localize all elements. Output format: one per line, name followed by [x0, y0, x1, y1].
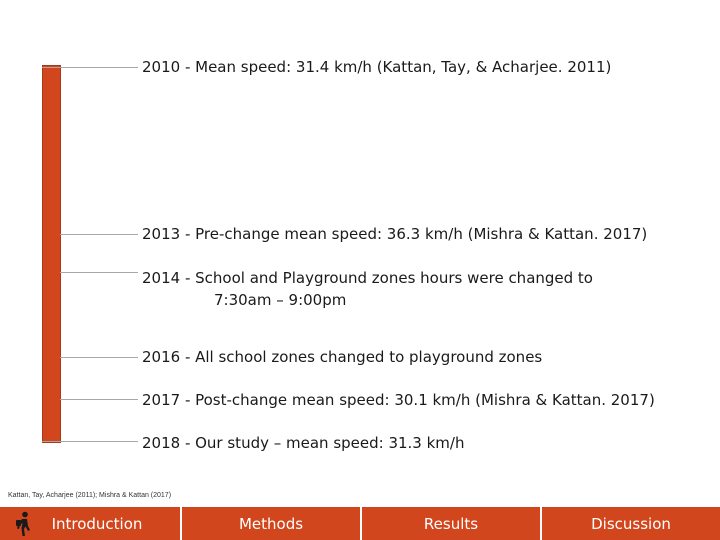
nav-discussion[interactable]	[540, 507, 720, 540]
connector-2017	[60, 399, 138, 400]
nav-introduction[interactable]	[0, 507, 180, 540]
event-2014: 2014 - School and Playground zones hours were changed to	[142, 269, 593, 287]
event-2010: 2010 - Mean speed: 31.4 km/h (Kattan, Tay, & Acharjee. 2011)	[142, 58, 612, 76]
event-2014-hours: 7:30am – 9:00pm	[214, 291, 347, 309]
nav-introduction-label: Introduction	[51, 514, 143, 533]
event-2017: 2017 - Post-change mean speed: 30.1 km/h (Mishra & Kattan. 2017)	[142, 391, 655, 409]
nav-methods[interactable]	[180, 507, 360, 540]
event-2016: 2016 - All school zones changed to playground zones	[142, 348, 543, 366]
nav-methods-label: Methods	[238, 514, 304, 533]
nav-discussion-label: Discussion	[591, 514, 671, 533]
event-2018: 2018 - Our study – mean speed: 31.3 km/h	[142, 434, 465, 452]
section-nav	[0, 507, 720, 540]
event-2013: 2013 - Pre-change mean speed: 36.3 km/h (Mishra & Kattan. 2017)	[142, 225, 648, 243]
walking-person-icon	[14, 511, 34, 537]
nav-results[interactable]	[360, 507, 540, 540]
connector-2013	[60, 234, 138, 235]
citation-text: Kattan, Tay, Acharjee (2011); Mishra & Kattan (2017)	[8, 492, 172, 499]
connector-2016	[60, 357, 138, 358]
connector-2018	[42, 441, 138, 442]
connector-2010	[42, 67, 138, 68]
connector-2014	[60, 272, 138, 273]
nav-results-label: Results	[423, 514, 479, 533]
timeline-bar	[42, 65, 61, 443]
